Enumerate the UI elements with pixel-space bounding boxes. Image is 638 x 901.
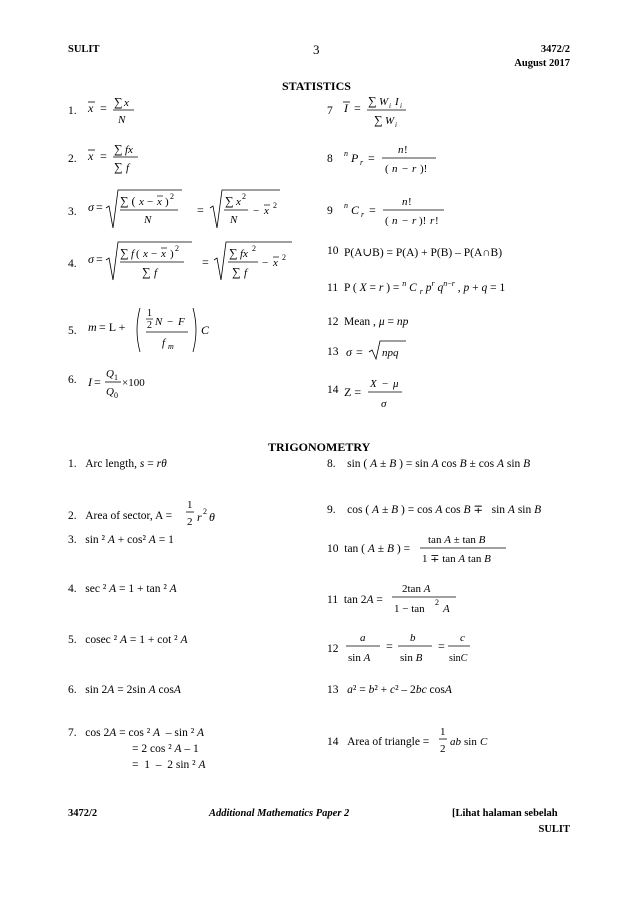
svg-text:)!: )! bbox=[420, 163, 428, 175]
svg-text:I: I bbox=[344, 101, 348, 115]
svg-text:!: ! bbox=[435, 215, 439, 227]
svg-text:−: − bbox=[151, 248, 158, 260]
svg-text:2: 2 bbox=[440, 743, 446, 755]
svg-text:N: N bbox=[155, 316, 163, 328]
footer-note: [Lihat halaman sebelah bbox=[452, 808, 558, 819]
svg-text:2: 2 bbox=[175, 244, 179, 253]
svg-text:1 − tan: 1 − tan bbox=[394, 603, 425, 615]
svg-text:npq: npq bbox=[382, 347, 399, 359]
svg-text:f: f bbox=[244, 267, 248, 279]
stat-1-num: 1. bbox=[68, 105, 77, 117]
trig-7-line3: = 1 – 2 sin ² A bbox=[132, 759, 206, 771]
svg-text:i: i bbox=[395, 121, 397, 129]
trig-5: 5. cosec ² A = 1 + cot ² A bbox=[68, 634, 188, 646]
svg-text:=: = bbox=[438, 639, 445, 653]
svg-text:∑: ∑ bbox=[114, 95, 123, 109]
svg-text:b: b bbox=[410, 632, 416, 644]
svg-text:f: f bbox=[154, 267, 158, 279]
stat-5-formula bbox=[84, 300, 234, 360]
svg-text:=: = bbox=[197, 203, 204, 217]
svg-text:∑: ∑ bbox=[374, 113, 383, 127]
svg-text:r: r bbox=[412, 163, 417, 175]
svg-text:−: − bbox=[262, 257, 269, 269]
svg-text:−: − bbox=[167, 316, 174, 328]
stat-8-formula bbox=[340, 138, 450, 180]
svg-text:(: ( bbox=[136, 248, 140, 260]
stat-3-num: 3. bbox=[68, 206, 77, 218]
svg-text:n: n bbox=[402, 196, 408, 208]
svg-text:σ: σ bbox=[381, 398, 387, 410]
svg-text:f: f bbox=[162, 337, 166, 349]
svg-text:x: x bbox=[88, 101, 94, 115]
svg-text:∑: ∑ bbox=[114, 142, 123, 156]
svg-text:(: ( bbox=[385, 215, 389, 227]
svg-text:= L +: = L + bbox=[99, 320, 126, 334]
svg-text:Q: Q bbox=[106, 386, 114, 398]
svg-text:2tan A: 2tan A bbox=[402, 583, 431, 595]
svg-text:−: − bbox=[402, 163, 409, 175]
trig-7-line2: = 2 cos ² A – 1 bbox=[132, 743, 199, 755]
stat-2-num: 2. bbox=[68, 153, 77, 165]
svg-text:W: W bbox=[379, 96, 389, 108]
svg-text:−: − bbox=[253, 205, 260, 217]
svg-text:)!: )! bbox=[419, 215, 427, 227]
stat-3-formula bbox=[84, 186, 294, 236]
svg-text:x: x bbox=[157, 196, 162, 208]
svg-text:1: 1 bbox=[147, 308, 152, 319]
svg-text:1 ∓ tan A tan B: 1 ∓ tan A tan B bbox=[422, 553, 491, 565]
svg-text:∑ (: ∑ ( bbox=[120, 194, 136, 208]
svg-text:x: x bbox=[139, 196, 144, 208]
svg-text:x: x bbox=[161, 248, 166, 260]
svg-text:C: C bbox=[351, 203, 360, 217]
svg-text:x: x bbox=[88, 149, 94, 163]
header-code: 3472/2 bbox=[540, 44, 570, 55]
svg-text:n: n bbox=[392, 163, 398, 175]
trigonometry-title: TRIGONOMETRY bbox=[268, 440, 371, 454]
svg-text:a: a bbox=[360, 632, 366, 644]
svg-text:n: n bbox=[344, 201, 348, 210]
svg-text:x: x bbox=[143, 248, 148, 260]
svg-text:c: c bbox=[460, 632, 465, 644]
trig-14-label: 14 Area of triangle = bbox=[327, 736, 430, 748]
stat-5-num: 5. bbox=[68, 325, 77, 337]
stat-7-num: 7 bbox=[327, 105, 333, 117]
svg-text:∑: ∑ bbox=[142, 265, 151, 279]
svg-text:): ) bbox=[170, 248, 174, 260]
trig-2-label: 2. Area of sector, A = bbox=[68, 510, 173, 522]
svg-text:∑: ∑ bbox=[232, 265, 241, 279]
svg-text:2: 2 bbox=[242, 192, 246, 201]
svg-text:I: I bbox=[88, 375, 92, 389]
svg-text:m: m bbox=[168, 342, 174, 351]
stat-11-formula: P ( X = r ) = $^n$ C $_r$ $p^r$ $q^{n-r}$ , p + q = 1 bbox=[344, 279, 506, 297]
svg-text:∑: ∑ bbox=[229, 246, 238, 260]
trig-13: 13 a² = b² + c² – 2bc cosA bbox=[327, 684, 452, 696]
svg-text:=: = bbox=[354, 101, 361, 115]
trig-7-line1: 7. cos 2A = cos ² A – sin ² A bbox=[68, 727, 205, 739]
svg-text:−: − bbox=[147, 196, 154, 208]
stat-4-num: 4. bbox=[68, 258, 77, 270]
svg-text:X: X bbox=[370, 378, 377, 390]
stat-8-num: 8 bbox=[327, 153, 333, 165]
svg-text:=: = bbox=[100, 101, 107, 115]
page-number: 3 bbox=[313, 42, 320, 57]
trig-14-formula bbox=[436, 721, 506, 761]
stat-2-formula bbox=[84, 138, 144, 180]
svg-text:=: = bbox=[100, 149, 107, 163]
svg-text:=: = bbox=[202, 255, 209, 269]
svg-text:x: x bbox=[124, 97, 129, 109]
svg-text:A: A bbox=[443, 603, 450, 615]
svg-text:P: P bbox=[351, 151, 359, 165]
svg-text:=: = bbox=[96, 200, 103, 214]
svg-text:σ: σ bbox=[346, 345, 352, 359]
trig-12-formula bbox=[342, 626, 472, 668]
svg-text:): ) bbox=[165, 196, 169, 208]
svg-text:C: C bbox=[201, 323, 210, 337]
svg-text:fx: fx bbox=[240, 248, 248, 260]
stat-14-formula bbox=[340, 370, 430, 412]
trig-9: 9. cos ( A ± B ) = cos A cos B ∓ sin A sin B bbox=[327, 504, 542, 516]
statistics-title: STATISTICS bbox=[282, 79, 351, 93]
svg-text:∑: ∑ bbox=[114, 160, 123, 174]
svg-text:r: r bbox=[361, 210, 365, 219]
trig-11-formula bbox=[390, 577, 470, 619]
svg-text:r: r bbox=[430, 215, 435, 227]
svg-text:2: 2 bbox=[435, 598, 439, 607]
svg-text:=: = bbox=[369, 203, 376, 217]
svg-text:Q: Q bbox=[106, 368, 114, 380]
svg-text:0: 0 bbox=[114, 391, 118, 398]
svg-text:n: n bbox=[398, 144, 404, 156]
svg-text:Z =: Z = bbox=[344, 385, 362, 399]
svg-text:1: 1 bbox=[114, 373, 118, 382]
svg-text:sin: sin bbox=[464, 736, 477, 748]
svg-text:ab: ab bbox=[450, 736, 461, 748]
stat-10-formula: P(A∪B) = P(A) + P(B) – P(A∩B) bbox=[344, 247, 503, 259]
svg-text:2: 2 bbox=[170, 192, 174, 201]
svg-text:(: ( bbox=[385, 163, 389, 175]
stat-10-num: 10 bbox=[327, 245, 339, 257]
svg-text:i: i bbox=[400, 102, 402, 110]
stat-7-formula bbox=[340, 90, 430, 132]
svg-text:1: 1 bbox=[187, 499, 193, 511]
stat-6-formula bbox=[84, 358, 174, 398]
svg-text:=: = bbox=[94, 375, 101, 389]
trig-12-num: 12 bbox=[327, 643, 339, 655]
svg-text:tan A ± tan B: tan A ± tan B bbox=[428, 534, 486, 546]
trig-11-label: 11 tan 2A = bbox=[327, 594, 383, 606]
svg-text:W: W bbox=[385, 115, 395, 127]
footer-title: Additional Mathematics Paper 2 bbox=[209, 808, 350, 819]
svg-text:!: ! bbox=[408, 196, 412, 208]
svg-text:C: C bbox=[480, 736, 488, 748]
svg-text:r: r bbox=[197, 510, 202, 524]
svg-text:2: 2 bbox=[187, 516, 193, 528]
svg-text:−: − bbox=[402, 215, 409, 227]
trig-1: 1. Arc length, s = rθ bbox=[68, 458, 167, 470]
stat-12-formula: Mean , μ = np bbox=[344, 316, 409, 328]
svg-text:2: 2 bbox=[282, 253, 286, 262]
svg-text:σ: σ bbox=[88, 252, 94, 266]
stat-1-formula bbox=[84, 90, 144, 130]
svg-text:N: N bbox=[118, 114, 126, 126]
trig-3: 3. sin ² A + cos² A = 1 bbox=[68, 534, 174, 546]
svg-text:∑: ∑ bbox=[368, 94, 377, 108]
svg-text:∑: ∑ bbox=[225, 194, 234, 208]
header-date: August 2017 bbox=[514, 58, 570, 69]
svg-text:=: = bbox=[96, 252, 103, 266]
svg-text:−: − bbox=[382, 378, 389, 390]
header-sulit: SULIT bbox=[68, 44, 100, 55]
footer-sulit: SULIT bbox=[538, 824, 570, 835]
svg-text:=: = bbox=[356, 345, 363, 359]
svg-text:∑: ∑ bbox=[120, 246, 129, 260]
stat-9-formula bbox=[340, 190, 455, 232]
svg-text:2: 2 bbox=[203, 507, 207, 516]
svg-text:σ: σ bbox=[88, 200, 94, 214]
svg-text:m: m bbox=[88, 320, 97, 334]
svg-text:sinC: sinC bbox=[449, 653, 468, 664]
svg-text:r: r bbox=[412, 215, 417, 227]
footer-code: 3472/2 bbox=[68, 808, 98, 819]
svg-text:fx: fx bbox=[125, 144, 133, 156]
svg-text:θ: θ bbox=[209, 510, 215, 524]
svg-text:f: f bbox=[126, 162, 130, 174]
trig-4: 4. sec ² A = 1 + tan ² A bbox=[68, 583, 177, 595]
stat-9-num: 9 bbox=[327, 205, 333, 217]
stat-6-num: 6. bbox=[68, 374, 77, 386]
svg-text:x: x bbox=[264, 205, 269, 217]
svg-text:=: = bbox=[368, 151, 375, 165]
trig-10-formula bbox=[418, 528, 518, 570]
svg-text:F: F bbox=[178, 316, 185, 328]
svg-text:f: f bbox=[131, 248, 135, 260]
svg-text:2: 2 bbox=[273, 201, 277, 210]
svg-text:N: N bbox=[230, 214, 238, 226]
svg-text:x: x bbox=[236, 196, 241, 208]
svg-text:N: N bbox=[144, 214, 152, 226]
stat-4-formula bbox=[84, 238, 299, 288]
trig-6: 6. sin 2A = 2sin A cosA bbox=[68, 684, 181, 696]
stat-11-num: 11 bbox=[327, 282, 339, 294]
svg-text:!: ! bbox=[404, 144, 408, 156]
svg-text:2: 2 bbox=[147, 320, 152, 331]
stat-13-formula bbox=[342, 336, 412, 362]
svg-text:=: = bbox=[386, 639, 393, 653]
svg-text:i: i bbox=[389, 102, 391, 110]
stat-13-num: 13 bbox=[327, 346, 339, 358]
stat-14-num: 14 bbox=[327, 384, 339, 396]
svg-text:I: I bbox=[395, 96, 399, 108]
svg-text:2: 2 bbox=[252, 244, 256, 253]
trig-2-formula bbox=[183, 494, 238, 532]
svg-text:sin A: sin A bbox=[348, 652, 371, 664]
svg-text:n: n bbox=[344, 149, 348, 158]
svg-text:n: n bbox=[392, 215, 398, 227]
trig-8: 8. sin ( A ± B ) = sin A cos B ± cos A sin B bbox=[327, 458, 531, 470]
svg-text:1: 1 bbox=[440, 726, 446, 738]
stat-12-num: 12 bbox=[327, 316, 339, 328]
svg-text:sin B: sin B bbox=[400, 652, 423, 664]
trig-10-label: 10 tan ( A ± B ) = bbox=[327, 543, 411, 555]
svg-text:×100: ×100 bbox=[122, 377, 145, 389]
svg-text:μ: μ bbox=[393, 378, 399, 390]
svg-text:x: x bbox=[273, 257, 278, 269]
svg-text:r: r bbox=[360, 158, 364, 167]
